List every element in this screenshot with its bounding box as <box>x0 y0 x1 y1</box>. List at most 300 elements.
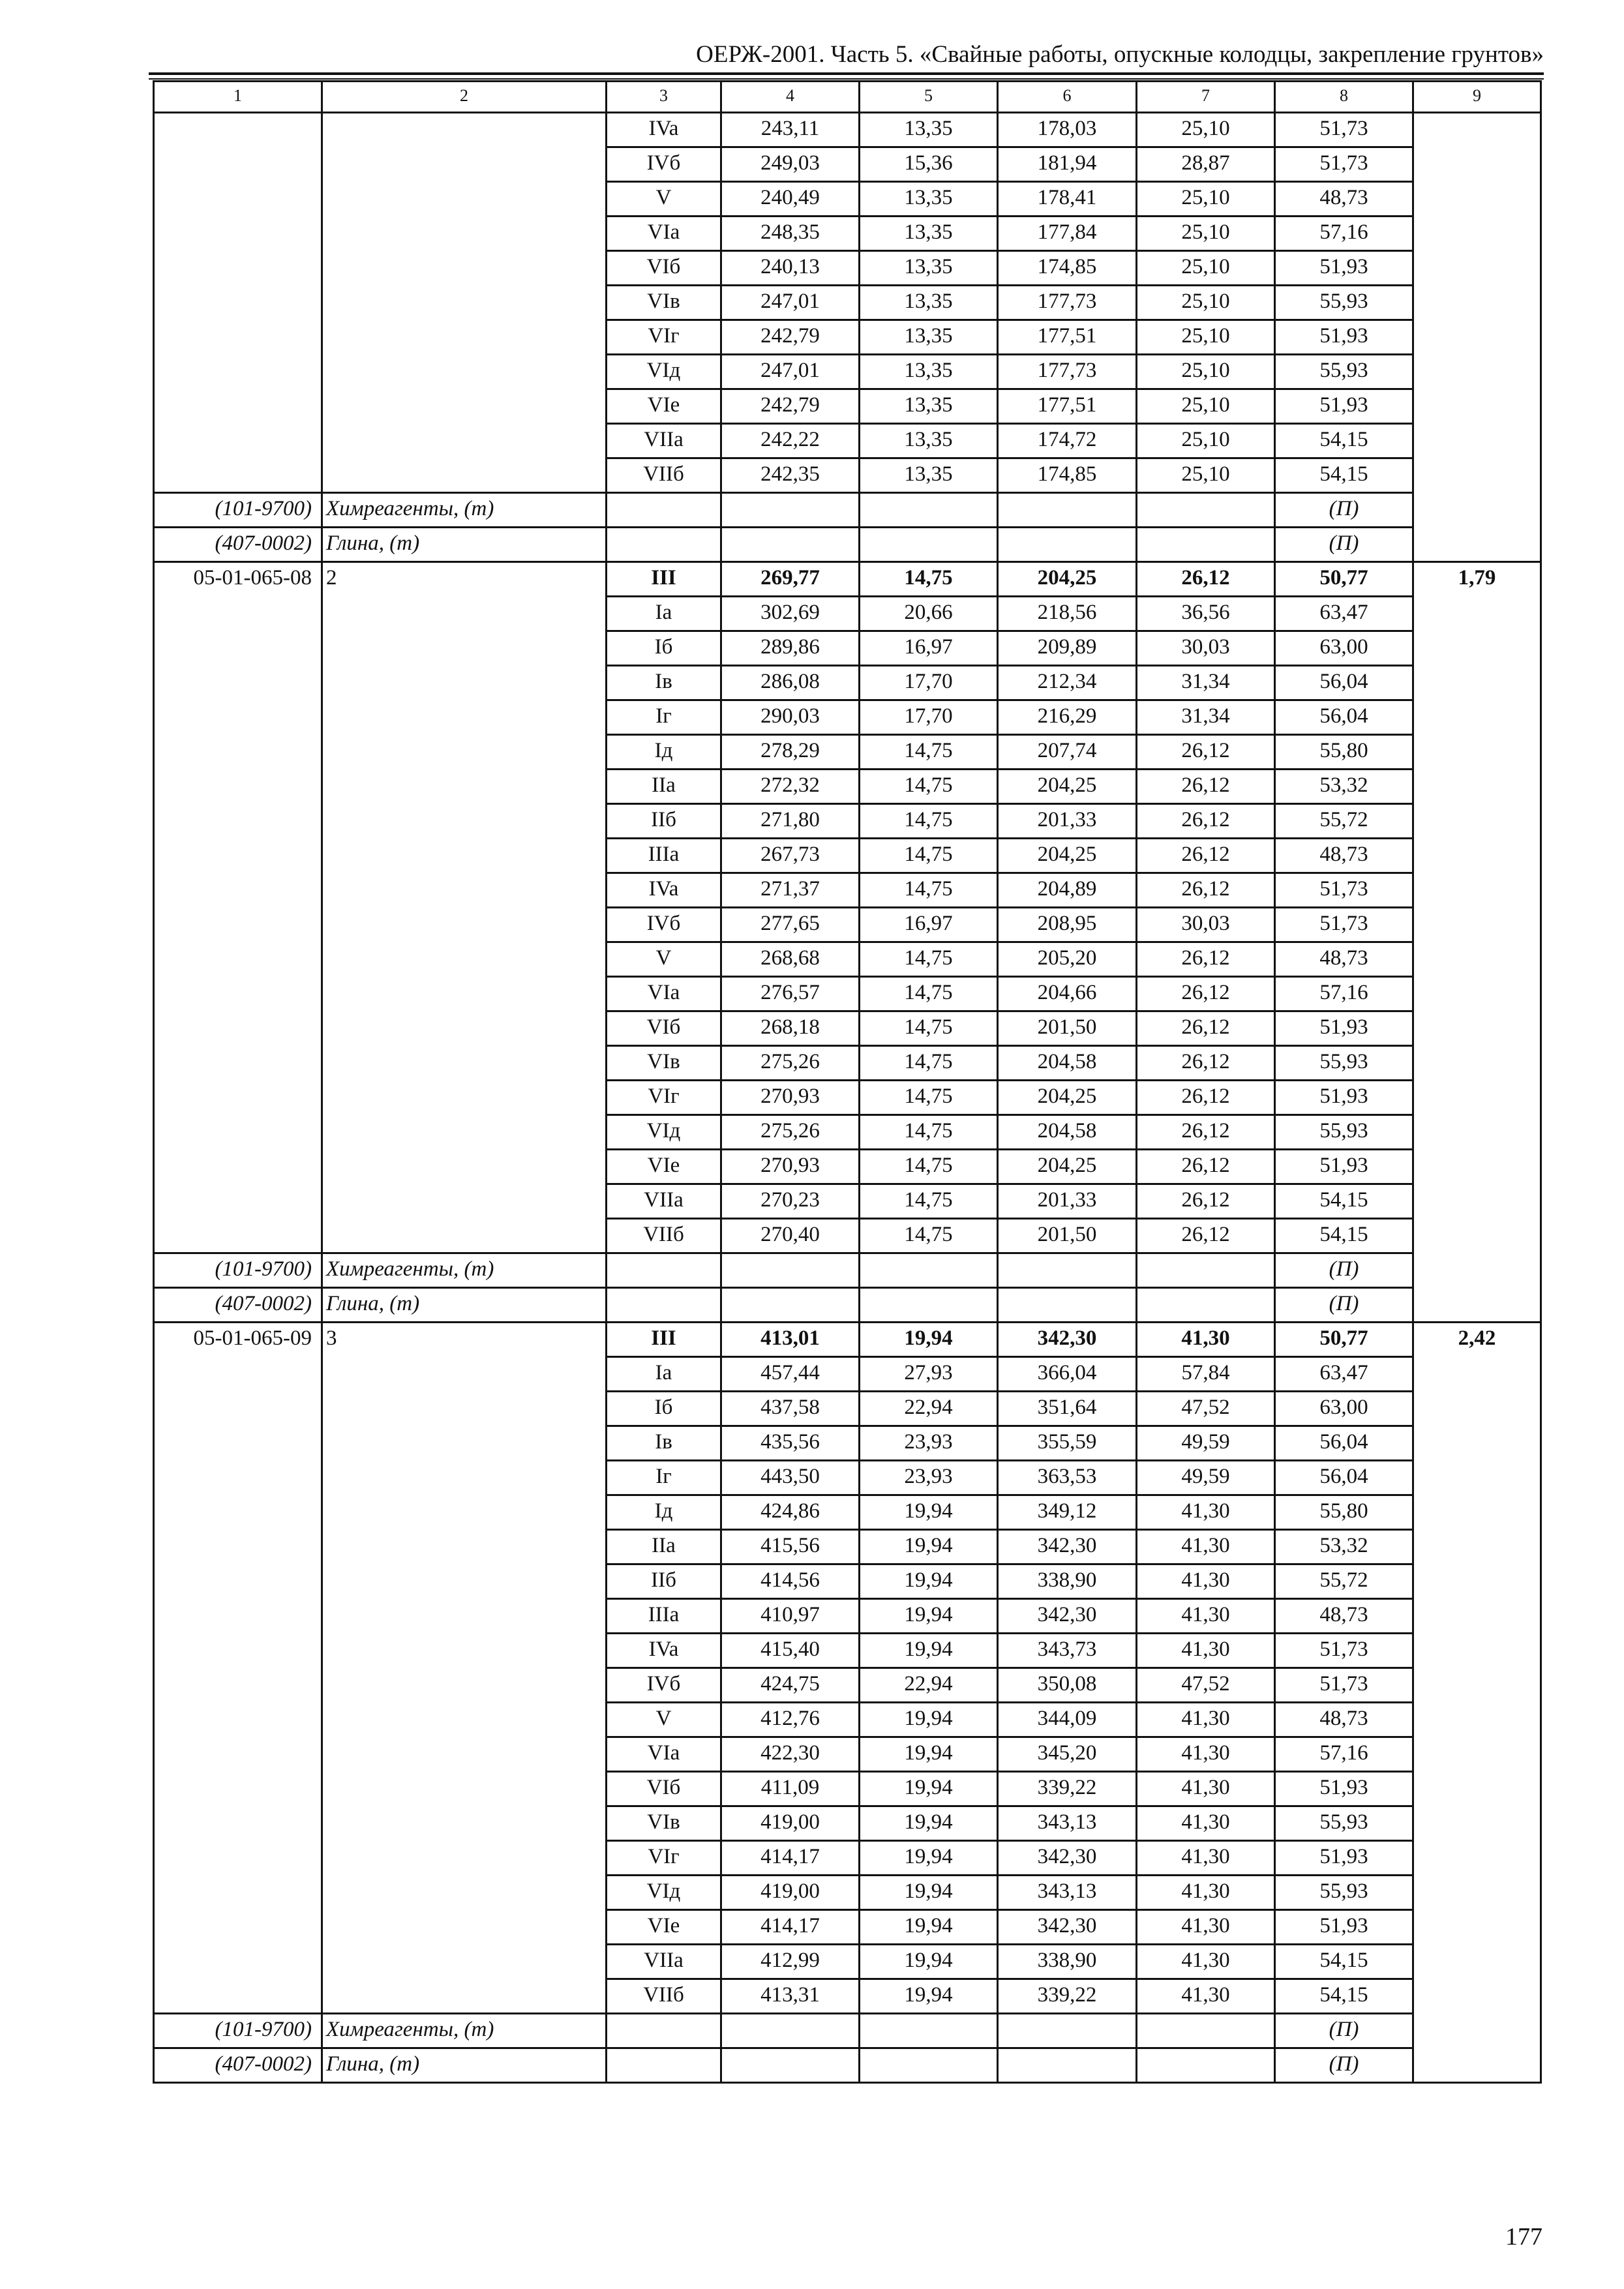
value-cell: 25,10 <box>1137 217 1275 251</box>
value-cell: 54,15 <box>1275 424 1413 458</box>
value-cell: 51,73 <box>1275 113 1413 147</box>
zone-cell: Ia <box>607 1357 721 1392</box>
zone-cell: III <box>607 562 721 597</box>
value-cell: 54,15 <box>1275 458 1413 493</box>
value-cell: 26,12 <box>1137 1011 1275 1046</box>
zone-cell: VIд <box>607 1876 721 1910</box>
value-cell: 47,52 <box>1137 1392 1275 1426</box>
value-cell: 25,10 <box>1137 251 1275 286</box>
value-cell: 410,97 <box>721 1599 860 1634</box>
resource-code: (407-0002) <box>154 1288 322 1323</box>
value-cell: 49,59 <box>1137 1461 1275 1495</box>
value-cell: 424,86 <box>721 1495 860 1530</box>
resource-name: Химреагенты, (т) <box>322 1253 607 1288</box>
empty-cell <box>607 1253 721 1288</box>
zone-cell: Iб <box>607 631 721 666</box>
value-cell: 63,47 <box>1275 597 1413 631</box>
value-cell: 51,93 <box>1275 320 1413 355</box>
col9-value <box>1413 113 1541 562</box>
value-cell: 275,26 <box>721 1115 860 1150</box>
value-cell: 14,75 <box>860 770 998 804</box>
empty-cell <box>607 528 721 562</box>
value-cell: 26,12 <box>1137 562 1275 597</box>
value-cell: 19,94 <box>860 1634 998 1668</box>
value-cell: 57,16 <box>1275 977 1413 1011</box>
value-cell: 342,30 <box>998 1599 1137 1634</box>
value-cell: 178,41 <box>998 182 1137 217</box>
value-cell: 53,32 <box>1275 1530 1413 1564</box>
empty-cell <box>860 1253 998 1288</box>
rate-number: 3 <box>322 1323 607 2014</box>
value-cell: 14,75 <box>860 562 998 597</box>
empty-cell <box>860 2014 998 2048</box>
value-cell: 242,35 <box>721 458 860 493</box>
value-cell: 28,87 <box>1137 147 1275 182</box>
empty-cell <box>998 493 1137 528</box>
zone-cell: IIб <box>607 1564 721 1599</box>
value-cell: 363,53 <box>998 1461 1137 1495</box>
zone-cell: VIб <box>607 251 721 286</box>
resource-row <box>154 1288 1541 1323</box>
zone-cell: V <box>607 182 721 217</box>
value-cell: 422,30 <box>721 1737 860 1772</box>
value-cell: 55,93 <box>1275 355 1413 389</box>
column-number: 8 <box>1275 82 1413 113</box>
zone-cell: IIб <box>607 804 721 839</box>
empty-cell <box>1137 1288 1275 1323</box>
zone-cell: VIIб <box>607 458 721 493</box>
value-cell: 26,12 <box>1137 1219 1275 1253</box>
value-cell: 53,32 <box>1275 770 1413 804</box>
value-cell: 272,32 <box>721 770 860 804</box>
value-cell: 242,79 <box>721 320 860 355</box>
value-cell: 19,94 <box>860 1599 998 1634</box>
value-cell: 63,00 <box>1275 1392 1413 1426</box>
value-cell: 31,34 <box>1137 700 1275 735</box>
value-cell: 56,04 <box>1275 1461 1413 1495</box>
value-cell: 14,75 <box>860 839 998 873</box>
column-number: 4 <box>721 82 860 113</box>
empty-cell <box>998 2014 1137 2048</box>
empty-cell <box>721 528 860 562</box>
value-cell: 55,72 <box>1275 804 1413 839</box>
value-cell: 242,79 <box>721 389 860 424</box>
zone-cell: V <box>607 942 721 977</box>
value-cell: 41,30 <box>1137 1599 1275 1634</box>
value-cell: 57,16 <box>1275 217 1413 251</box>
resource-row <box>154 1253 1541 1288</box>
empty-cell <box>998 528 1137 562</box>
zone-cell: Iд <box>607 1495 721 1530</box>
value-cell: 25,10 <box>1137 286 1275 320</box>
empty-cell <box>607 2014 721 2048</box>
value-cell: 424,75 <box>721 1668 860 1703</box>
value-cell: 19,94 <box>860 1323 998 1357</box>
value-cell: 277,65 <box>721 908 860 942</box>
value-cell: 48,73 <box>1275 182 1413 217</box>
resource-row <box>154 528 1541 562</box>
value-cell: 240,49 <box>721 182 860 217</box>
value-cell: 25,10 <box>1137 320 1275 355</box>
value-cell: 419,00 <box>721 1876 860 1910</box>
resource-name: Химреагенты, (т) <box>322 493 607 528</box>
zone-cell: VIв <box>607 286 721 320</box>
value-cell: 41,30 <box>1137 1979 1275 2014</box>
value-cell: 41,30 <box>1137 1323 1275 1357</box>
value-cell: 268,68 <box>721 942 860 977</box>
value-cell: 54,15 <box>1275 1945 1413 1979</box>
value-cell: 63,47 <box>1275 1357 1413 1392</box>
value-cell: 201,50 <box>998 1219 1137 1253</box>
value-cell: 355,59 <box>998 1426 1137 1461</box>
value-cell: 51,73 <box>1275 1668 1413 1703</box>
value-cell: 14,75 <box>860 1081 998 1115</box>
resource-unit-note: (П) <box>1275 2014 1413 2048</box>
value-cell: 41,30 <box>1137 1876 1275 1910</box>
value-cell: 13,35 <box>860 113 998 147</box>
value-cell: 278,29 <box>721 735 860 770</box>
value-cell: 51,93 <box>1275 1081 1413 1115</box>
value-cell: 41,30 <box>1137 1945 1275 1979</box>
resource-unit-note: (П) <box>1275 493 1413 528</box>
zone-cell: VIa <box>607 217 721 251</box>
value-cell: 267,73 <box>721 839 860 873</box>
value-cell: 19,94 <box>860 1945 998 1979</box>
column-number-row <box>154 82 1541 113</box>
value-cell: 26,12 <box>1137 942 1275 977</box>
value-cell: 23,93 <box>860 1461 998 1495</box>
value-cell: 26,12 <box>1137 770 1275 804</box>
value-cell: 457,44 <box>721 1357 860 1392</box>
value-cell: 19,94 <box>860 1806 998 1841</box>
value-cell: 26,12 <box>1137 1081 1275 1115</box>
empty-cell <box>998 1288 1137 1323</box>
value-cell: 26,12 <box>1137 1150 1275 1184</box>
value-cell: 270,40 <box>721 1219 860 1253</box>
column-number: 1 <box>154 82 322 113</box>
zone-cell: Ia <box>607 597 721 631</box>
value-cell: 49,59 <box>1137 1426 1275 1461</box>
value-cell: 57,16 <box>1275 1737 1413 1772</box>
column-number: 3 <box>607 82 721 113</box>
value-cell: 48,73 <box>1275 942 1413 977</box>
value-cell: 443,50 <box>721 1461 860 1495</box>
table-row <box>154 562 1541 597</box>
value-cell: 27,93 <box>860 1357 998 1392</box>
value-cell: 14,75 <box>860 1011 998 1046</box>
rate-number <box>322 113 607 493</box>
value-cell: 240,13 <box>721 251 860 286</box>
value-cell: 30,03 <box>1137 631 1275 666</box>
value-cell: 41,30 <box>1137 1564 1275 1599</box>
value-cell: 26,12 <box>1137 839 1275 873</box>
value-cell: 14,75 <box>860 1184 998 1219</box>
value-cell: 17,70 <box>860 666 998 700</box>
value-cell: 51,73 <box>1275 873 1413 908</box>
value-cell: 242,22 <box>721 424 860 458</box>
value-cell: 51,73 <box>1275 1634 1413 1668</box>
zone-cell: IVa <box>607 873 721 908</box>
rate-code: 05-01-065-09 <box>154 1323 322 2014</box>
value-cell: 271,80 <box>721 804 860 839</box>
value-cell: 22,94 <box>860 1668 998 1703</box>
zone-cell: IIIa <box>607 1599 721 1634</box>
value-cell: 435,56 <box>721 1426 860 1461</box>
value-cell: 47,52 <box>1137 1668 1275 1703</box>
value-cell: 55,93 <box>1275 1115 1413 1150</box>
value-cell: 16,97 <box>860 631 998 666</box>
value-cell: 174,85 <box>998 458 1137 493</box>
value-cell: 216,29 <box>998 700 1137 735</box>
value-cell: 41,30 <box>1137 1634 1275 1668</box>
value-cell: 55,93 <box>1275 1046 1413 1081</box>
zone-cell: Iд <box>607 735 721 770</box>
value-cell: 57,84 <box>1137 1357 1275 1392</box>
value-cell: 15,36 <box>860 147 998 182</box>
value-cell: 249,03 <box>721 147 860 182</box>
value-cell: 14,75 <box>860 942 998 977</box>
value-cell: 25,10 <box>1137 424 1275 458</box>
value-cell: 351,64 <box>998 1392 1137 1426</box>
value-cell: 41,30 <box>1137 1841 1275 1876</box>
value-cell: 412,99 <box>721 1945 860 1979</box>
value-cell: 41,30 <box>1137 1910 1275 1945</box>
value-cell: 204,25 <box>998 770 1137 804</box>
value-cell: 51,93 <box>1275 389 1413 424</box>
value-cell: 177,51 <box>998 320 1137 355</box>
value-cell: 25,10 <box>1137 389 1275 424</box>
value-cell: 414,17 <box>721 1841 860 1876</box>
zone-cell: VIг <box>607 1081 721 1115</box>
value-cell: 212,34 <box>998 666 1137 700</box>
value-cell: 48,73 <box>1275 1703 1413 1737</box>
value-cell: 343,73 <box>998 1634 1137 1668</box>
value-cell: 344,09 <box>998 1703 1137 1737</box>
value-cell: 14,75 <box>860 977 998 1011</box>
zone-cell: VIб <box>607 1011 721 1046</box>
empty-cell <box>721 1253 860 1288</box>
col9-value: 2,42 <box>1413 1323 1541 2083</box>
column-number: 6 <box>998 82 1137 113</box>
empty-cell <box>1137 2014 1275 2048</box>
zone-cell: IVa <box>607 1634 721 1668</box>
zone-cell: IIa <box>607 1530 721 1564</box>
value-cell: 26,12 <box>1137 873 1275 908</box>
value-cell: 207,74 <box>998 735 1137 770</box>
zone-cell: VIIб <box>607 1979 721 2014</box>
zone-cell: VIг <box>607 1841 721 1876</box>
value-cell: 30,03 <box>1137 908 1275 942</box>
value-cell: 201,33 <box>998 804 1137 839</box>
zone-cell: VIг <box>607 320 721 355</box>
header-rule-thin <box>149 78 1544 80</box>
empty-cell <box>1137 1253 1275 1288</box>
rate-code: 05-01-065-08 <box>154 562 322 1253</box>
resource-name: Глина, (т) <box>322 528 607 562</box>
zone-cell: VIa <box>607 977 721 1011</box>
value-cell: 25,10 <box>1137 113 1275 147</box>
column-number: 7 <box>1137 82 1275 113</box>
value-cell: 177,51 <box>998 389 1137 424</box>
rates-table <box>153 80 1542 2084</box>
value-cell: 36,56 <box>1137 597 1275 631</box>
value-cell: 343,13 <box>998 1806 1137 1841</box>
value-cell: 14,75 <box>860 873 998 908</box>
resource-row <box>154 493 1541 528</box>
empty-cell <box>721 2048 860 2083</box>
value-cell: 339,22 <box>998 1772 1137 1806</box>
value-cell: 55,93 <box>1275 1876 1413 1910</box>
value-cell: 25,10 <box>1137 182 1275 217</box>
empty-cell <box>607 493 721 528</box>
value-cell: 26,12 <box>1137 977 1275 1011</box>
zone-cell: III <box>607 1323 721 1357</box>
value-cell: 51,73 <box>1275 908 1413 942</box>
value-cell: 22,94 <box>860 1392 998 1426</box>
value-cell: 19,94 <box>860 1772 998 1806</box>
header-rule-thick <box>149 72 1544 75</box>
value-cell: 41,30 <box>1137 1737 1275 1772</box>
column-number: 2 <box>322 82 607 113</box>
value-cell: 55,72 <box>1275 1564 1413 1599</box>
rate-code <box>154 113 322 493</box>
value-cell: 174,85 <box>998 251 1137 286</box>
value-cell: 56,04 <box>1275 1426 1413 1461</box>
value-cell: 51,93 <box>1275 251 1413 286</box>
page-number: 177 <box>1505 2223 1542 2251</box>
value-cell: 14,75 <box>860 735 998 770</box>
zone-cell: Iв <box>607 666 721 700</box>
value-cell: 56,04 <box>1275 700 1413 735</box>
value-cell: 243,11 <box>721 113 860 147</box>
zone-cell: VIIa <box>607 1184 721 1219</box>
value-cell: 13,35 <box>860 182 998 217</box>
empty-cell <box>721 2014 860 2048</box>
value-cell: 13,35 <box>860 424 998 458</box>
value-cell: 177,84 <box>998 217 1137 251</box>
value-cell: 14,75 <box>860 1046 998 1081</box>
value-cell: 181,94 <box>998 147 1137 182</box>
value-cell: 345,20 <box>998 1737 1137 1772</box>
zone-cell: VIв <box>607 1806 721 1841</box>
value-cell: 208,95 <box>998 908 1137 942</box>
resource-unit-note: (П) <box>1275 2048 1413 2083</box>
value-cell: 414,56 <box>721 1564 860 1599</box>
value-cell: 19,94 <box>860 1495 998 1530</box>
value-cell: 50,77 <box>1275 1323 1413 1357</box>
value-cell: 349,12 <box>998 1495 1137 1530</box>
zone-cell: IVб <box>607 908 721 942</box>
empty-cell <box>860 2048 998 2083</box>
value-cell: 14,75 <box>860 1219 998 1253</box>
value-cell: 342,30 <box>998 1530 1137 1564</box>
value-cell: 413,31 <box>721 1979 860 2014</box>
value-cell: 23,93 <box>860 1426 998 1461</box>
empty-cell <box>998 1253 1137 1288</box>
value-cell: 19,94 <box>860 1737 998 1772</box>
value-cell: 55,80 <box>1275 1495 1413 1530</box>
value-cell: 415,40 <box>721 1634 860 1668</box>
empty-cell <box>998 2048 1137 2083</box>
value-cell: 204,58 <box>998 1046 1137 1081</box>
table-row <box>154 113 1541 147</box>
resource-code: (407-0002) <box>154 2048 322 2083</box>
value-cell: 411,09 <box>721 1772 860 1806</box>
value-cell: 177,73 <box>998 355 1137 389</box>
value-cell: 56,04 <box>1275 666 1413 700</box>
value-cell: 41,30 <box>1137 1772 1275 1806</box>
value-cell: 13,35 <box>860 217 998 251</box>
value-cell: 248,35 <box>721 217 860 251</box>
value-cell: 13,35 <box>860 320 998 355</box>
empty-cell <box>721 493 860 528</box>
value-cell: 48,73 <box>1275 1599 1413 1634</box>
empty-cell <box>860 1288 998 1323</box>
value-cell: 50,77 <box>1275 562 1413 597</box>
value-cell: 204,25 <box>998 839 1137 873</box>
empty-cell <box>1137 2048 1275 2083</box>
value-cell: 14,75 <box>860 804 998 839</box>
value-cell: 41,30 <box>1137 1530 1275 1564</box>
zone-cell: IIa <box>607 770 721 804</box>
value-cell: 342,30 <box>998 1841 1137 1876</box>
value-cell: 275,26 <box>721 1046 860 1081</box>
zone-cell: IVб <box>607 147 721 182</box>
zone-cell: VIе <box>607 1910 721 1945</box>
value-cell: 19,94 <box>860 1703 998 1737</box>
value-cell: 51,93 <box>1275 1772 1413 1806</box>
value-cell: 55,93 <box>1275 286 1413 320</box>
value-cell: 19,94 <box>860 1564 998 1599</box>
zone-cell: VIIa <box>607 1945 721 1979</box>
empty-cell <box>721 1288 860 1323</box>
value-cell: 270,93 <box>721 1150 860 1184</box>
value-cell: 26,12 <box>1137 1046 1275 1081</box>
value-cell: 54,15 <box>1275 1184 1413 1219</box>
value-cell: 204,89 <box>998 873 1137 908</box>
resource-name: Глина, (т) <box>322 1288 607 1323</box>
value-cell: 268,18 <box>721 1011 860 1046</box>
zone-cell: VIIб <box>607 1219 721 1253</box>
value-cell: 270,93 <box>721 1081 860 1115</box>
value-cell: 41,30 <box>1137 1495 1275 1530</box>
value-cell: 51,93 <box>1275 1841 1413 1876</box>
resource-unit-note: (П) <box>1275 1253 1413 1288</box>
empty-cell <box>860 493 998 528</box>
value-cell: 270,23 <box>721 1184 860 1219</box>
value-cell: 174,72 <box>998 424 1137 458</box>
zone-cell: VIa <box>607 1737 721 1772</box>
zone-cell: Iг <box>607 700 721 735</box>
table-row <box>154 1323 1541 1357</box>
value-cell: 338,90 <box>998 1945 1137 1979</box>
value-cell: 413,01 <box>721 1323 860 1357</box>
value-cell: 51,93 <box>1275 1150 1413 1184</box>
value-cell: 339,22 <box>998 1979 1137 2014</box>
value-cell: 271,37 <box>721 873 860 908</box>
resource-row <box>154 2014 1541 2048</box>
empty-cell <box>1137 493 1275 528</box>
value-cell: 20,66 <box>860 597 998 631</box>
zone-cell: VIIa <box>607 424 721 458</box>
resource-code: (407-0002) <box>154 528 322 562</box>
value-cell: 343,13 <box>998 1876 1137 1910</box>
empty-cell <box>607 2048 721 2083</box>
value-cell: 55,80 <box>1275 735 1413 770</box>
value-cell: 13,35 <box>860 389 998 424</box>
value-cell: 289,86 <box>721 631 860 666</box>
zone-cell: Iб <box>607 1392 721 1426</box>
